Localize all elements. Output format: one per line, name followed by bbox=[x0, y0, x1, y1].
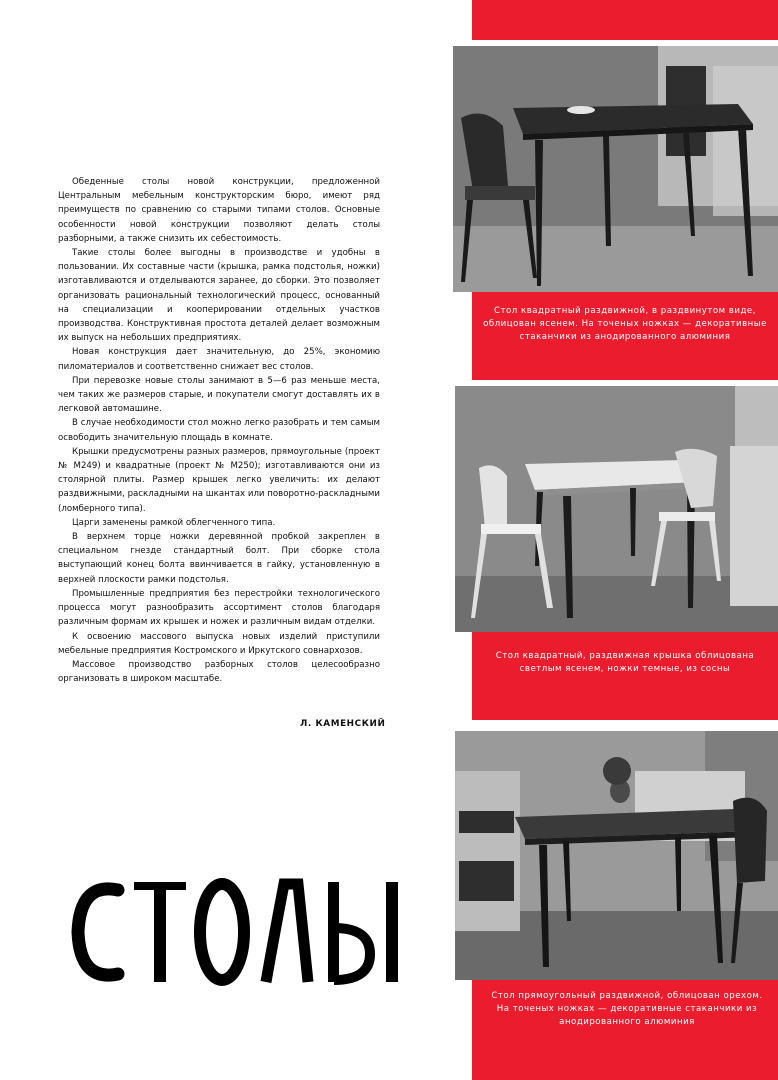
article-paragraph: Обеденные столы новой конструкции, предложенной Центральным мебельным конструкторским бюро, имеют ряд преимуществ по сравнению со старыми типами столов. Основные особенности новой конструкции позволяют делать столы разборными, а также снизить их себестоимость. bbox=[58, 177, 380, 244]
article-paragraph: При перевозке новые столы занимают в 5—6 раз меньше места, чем таких же размеров старые, и покупатели смогут доставлять их в легковой автомашине. bbox=[58, 375, 380, 415]
article-author: Л. КАМЕНСКИЙ bbox=[300, 719, 386, 729]
article-paragraph: Промышленные предприятия без перестройки технологического процесса могут разнообразить ассортимент столов благодаря различным формам их крышек и ножек и различным видам отделки. bbox=[58, 588, 380, 628]
caption-panel-2 bbox=[472, 632, 778, 720]
article-paragraph: Такие столы более выгодны в производстве и удобны в пользовании. Их составные части (крышка, рамка подстолья, ножки) изготавливаются и отделываются заранее, до сборки. Это позволяет организовать рациональный технологический процесс, основанный на специализации и кооперировании отдельных участков производства. Конструктивная простота деталей делает возможным их выпуск на небольших предприятиях. bbox=[58, 248, 380, 344]
article-paragraph: К освоению массового выпуска новых изделий приступили мебельные предприятия Костромского и Иркутского совнархозов. bbox=[58, 631, 380, 656]
photo2-caption: Стол квадратный, раздвижная крышка облицована светлым ясенем, ножки темные, из сосны bbox=[495, 651, 755, 674]
article-paragraph: Крышки предусмотрены разных размеров, прямоугольные (проект № М249) и квадратные (проект № М250); изготавливаются они из столярной плиты. Размер крышек легко увеличить: их делают раздвижными, раскладными на шкантах или поворотно-раскладными (ломберного типа). bbox=[58, 446, 380, 514]
top-red-band bbox=[472, 0, 778, 40]
photo-square-table-extended bbox=[453, 46, 778, 292]
article-paragraph: В верхнем торце ножки деревянной пробкой закреплен в специальном гнезде стандартный болт. При сборке стола выступающий конец болта ввинчивается в гайку, установленную в верхней плоскости рамки подстолья. bbox=[58, 532, 380, 585]
article-title-logo bbox=[70, 876, 410, 988]
photo1-caption: Стол квадратный раздвижной, в раздвинутом виде, облицован ясенем. На точеных ножках — декоративные стаканчики из анодированного алюминия bbox=[483, 306, 767, 342]
photo-rectangular-table-walnut bbox=[455, 731, 778, 980]
article-paragraph: В случае необходимости стол можно легко разобрать и тем самым освободить значительную площадь в комнате. bbox=[58, 418, 380, 443]
article-paragraph: Массовое производство разборных столов целесообразно организовать в широком масштабе. bbox=[58, 659, 380, 685]
photo-square-table-light bbox=[455, 386, 778, 632]
article-paragraph: Царги заменены рамкой облегченного типа. bbox=[72, 517, 276, 528]
article-body bbox=[58, 175, 380, 686]
article-paragraph: Новая конструкция дает значительную, до 25%, экономию пиломатериалов и соответственно снижает вес столов. bbox=[58, 347, 380, 372]
photo3-caption: Стол прямоугольный раздвижной, облицован орехом. На точеных ножках — декоративные стаканчики из анодированного алюминия bbox=[491, 991, 763, 1027]
